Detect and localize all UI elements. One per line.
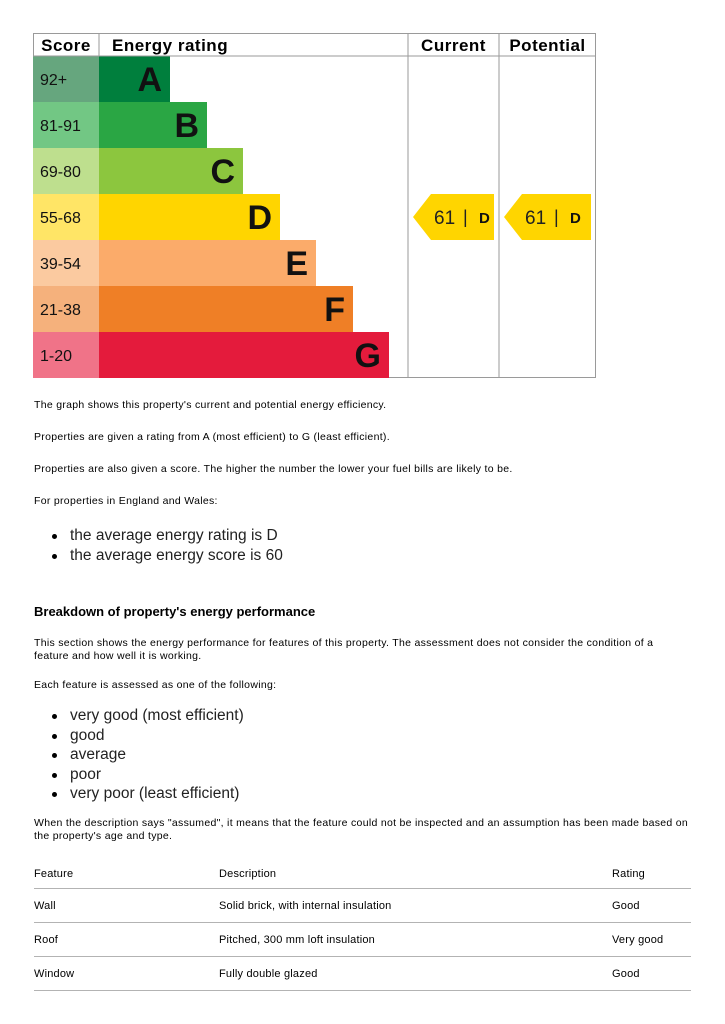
column-header: Feature <box>34 868 74 880</box>
rating-scale-list <box>52 706 244 804</box>
rating-bar <box>99 286 353 332</box>
feature-description: Solid brick, with internal insulation <box>219 899 392 912</box>
chart-explanation: The graph shows this property's current and potential energy efficiency. <box>34 399 387 411</box>
feature-rating: Very good <box>612 933 664 946</box>
list-item: very good (most efficient) <box>52 706 244 726</box>
score-label: 69-80 <box>40 164 81 181</box>
section-explanation: This section shows the energy performance for features of this property. The assessment does not consider the condition of a feature and how well it is working. <box>34 637 654 662</box>
rating-letter: D <box>247 199 272 237</box>
rating-letter: E <box>285 245 308 283</box>
rating-bar <box>99 332 389 378</box>
rating-explanation: Properties are given a rating from A (most efficient) to G (least efficient). <box>34 431 390 443</box>
energy-rating-chart <box>33 33 596 378</box>
header-energy-rating: Energy rating <box>112 36 229 55</box>
current-rating-score: 61 <box>434 208 456 229</box>
feature-description: Pitched, 300 mm loft insulation <box>219 933 375 946</box>
feature-description: Fully double glazed <box>219 967 318 980</box>
score-label: 21-38 <box>40 302 81 319</box>
header-potential: Potential <box>509 36 586 55</box>
rating-letter: F <box>324 291 345 329</box>
table-row <box>34 888 691 922</box>
header-score: Score <box>41 36 91 55</box>
feature-name: Roof <box>34 933 59 946</box>
list-item: average <box>52 745 244 765</box>
feature-table <box>34 860 691 991</box>
rating-letter: G <box>354 337 381 375</box>
rating-letter: C <box>210 153 235 191</box>
feature-name: Wall <box>34 899 56 912</box>
list-item: very poor (least efficient) <box>52 784 244 804</box>
column-header: Description <box>219 868 277 880</box>
score-label: 1-20 <box>40 348 73 365</box>
rating-bar <box>99 240 316 286</box>
assumed-explanation: When the description says "assumed", it means that the feature could not be inspected and an assumption has been made based on the property's age and type. <box>34 817 689 842</box>
header-current: Current <box>421 36 486 55</box>
score-label: 55-68 <box>40 210 81 227</box>
table-row <box>34 922 691 956</box>
table-row <box>34 956 691 991</box>
column-header: Rating <box>612 868 645 880</box>
list-item: poor <box>52 765 244 785</box>
score-label: 92+ <box>40 72 68 89</box>
feature-rating: Good <box>612 899 640 912</box>
list-item: good <box>52 726 244 746</box>
potential-rating-separator: | <box>554 207 559 227</box>
current-rating-letter: D <box>479 210 490 227</box>
rating-letter: B <box>174 107 199 145</box>
list-item: the average energy rating is D <box>52 526 283 546</box>
feature-name: Window <box>34 967 75 980</box>
assessment-intro: Each feature is assessed as one of the following: <box>34 679 277 691</box>
current-rating-separator: | <box>463 207 468 227</box>
potential-rating-score: 61 <box>525 208 547 229</box>
table-header-row <box>34 860 691 888</box>
england-wales-intro: For properties in England and Wales: <box>34 495 218 507</box>
feature-rating: Good <box>612 967 640 980</box>
score-label: 39-54 <box>40 256 81 273</box>
energy-rating-chart-svg <box>33 33 596 378</box>
average-list <box>52 526 283 565</box>
score-explanation: Properties are also given a score. The higher the number the lower your fuel bills are likely to be. <box>34 463 513 475</box>
score-label: 81-91 <box>40 118 81 135</box>
rating-letter: A <box>137 61 162 99</box>
potential-rating-letter: D <box>570 210 581 227</box>
section-heading: Breakdown of property's energy performance <box>34 604 316 619</box>
list-item: the average energy score is 60 <box>52 546 283 566</box>
